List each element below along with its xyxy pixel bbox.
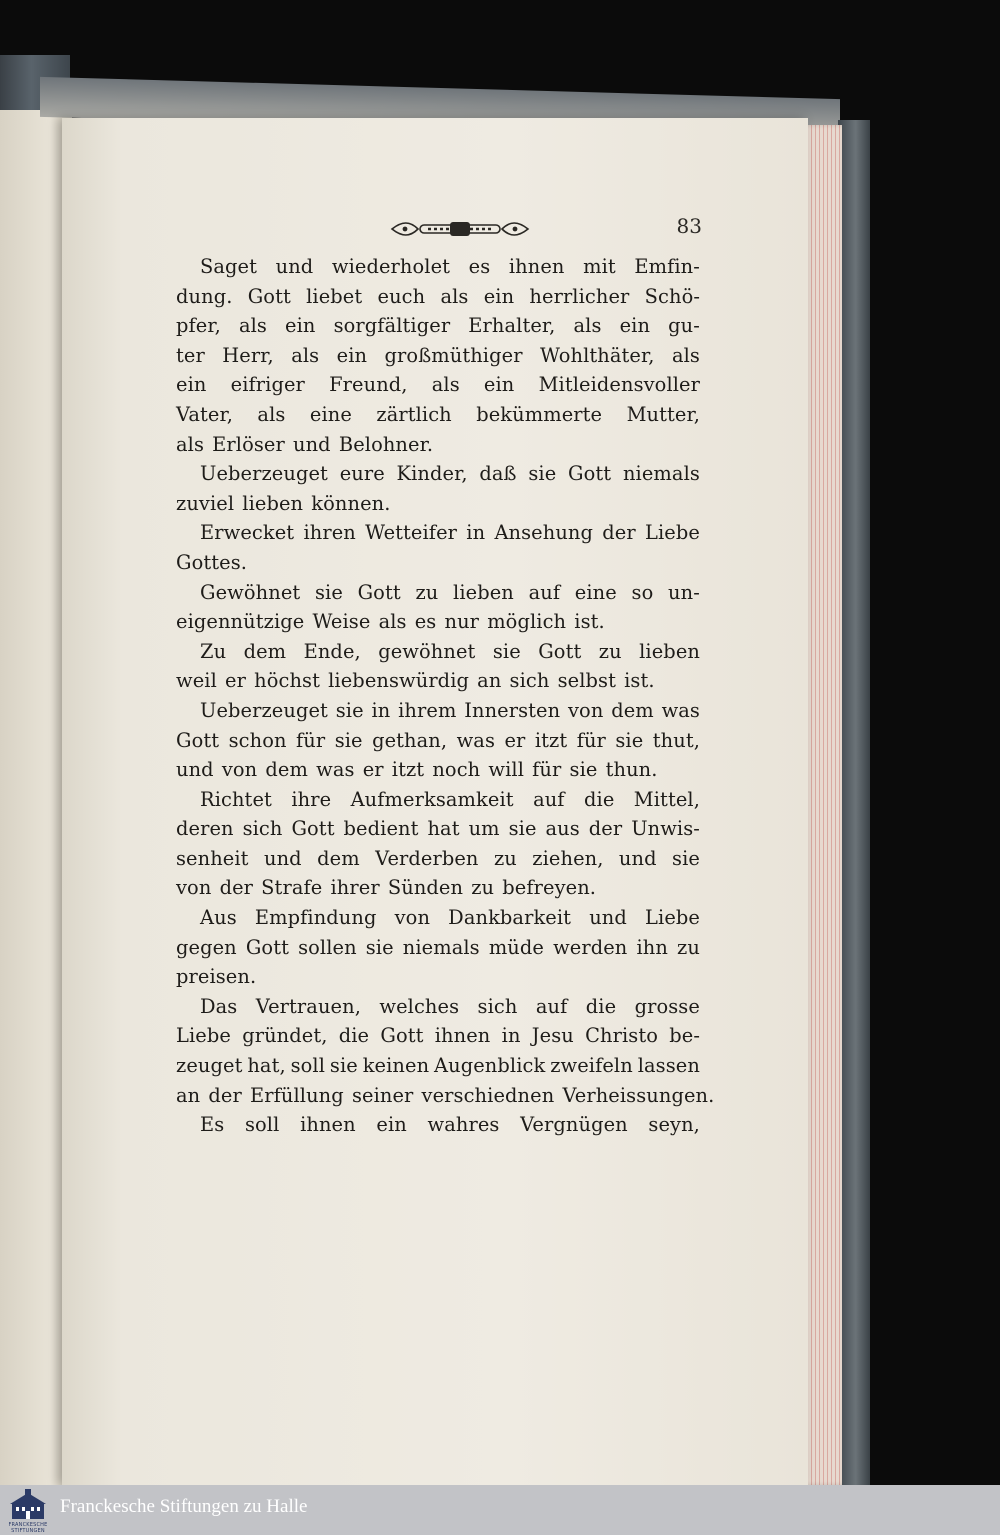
institution-name: Franckesche Stiftungen zu Halle: [60, 1496, 308, 1517]
text-line: Gottes.: [176, 550, 248, 574]
text-line: Es soll ihnen ein wahres Vergnügen seyn,: [200, 1113, 700, 1137]
text-line: Liebe gründet, die Gott ihnen in Jesu Christo be-: [176, 1024, 700, 1048]
text-line: Ueberzeuget sie in ihrem Innersten von dem was: [200, 698, 700, 722]
text-line: eigennützige Weise als es nur möglich ist.: [176, 610, 605, 634]
text-line: Erwecket ihren Wetteifer in Ansehung der Liebe: [200, 521, 700, 545]
text-line: als Erlöser und Belohner.: [176, 432, 434, 456]
text-line: zeuget hat, soll sie keinen Augenblick zweifeln lassen: [176, 1054, 700, 1078]
text-line: Gewöhnet sie Gott zu lieben auf eine so un-: [200, 580, 700, 604]
text-line: ter Herr, als ein großmüthiger Wohlthäter, als: [176, 343, 700, 367]
text-line: Aus Empfindung von Dankbarkeit und Liebe: [200, 906, 700, 930]
text-line: und von dem was er itzt noch will für sie thun.: [176, 758, 658, 782]
logo-caption-bottom: STIFTUNGEN: [11, 1528, 45, 1534]
text-line: dung. Gott liebet euch als ein herrlicher Schö-: [176, 284, 700, 308]
book-page: [62, 118, 808, 1485]
text-line: Zu dem Ende, gewöhnet sie Gott zu lieben: [200, 639, 700, 663]
logo-caption: [0, 1522, 56, 1534]
text-line: gegen Gott sollen sie niemals müde werden ihn zu: [176, 935, 700, 959]
text-line: an der Erfüllung seiner verschiednen Verheissungen.: [176, 1083, 715, 1107]
text-line: Das Vertrauen, welches sich auf die grosse: [200, 994, 700, 1018]
text-line: weil er höchst liebenswürdig an sich selbst ist.: [176, 669, 655, 693]
text-line: ein eifriger Freund, als ein Mitleidensvoller: [176, 373, 700, 397]
text-line: von der Strafe ihrer Sünden zu befreyen.: [176, 876, 597, 900]
text-line: Richtet ihre Aufmerksamkeit auf die Mittel,: [200, 787, 700, 811]
text-line: Vater, als eine zärtlich bekümmerte Mutter,: [176, 402, 700, 426]
text-line: senheit und dem Verderben zu ziehen, und sie: [176, 846, 700, 870]
footer-bar: [0, 1485, 1000, 1535]
book-cover-right: [838, 120, 870, 1485]
page-number: 83: [676, 214, 702, 238]
text-line: pfer, als ein sorgfältiger Erhalter, als ein gu-: [176, 314, 700, 338]
ornament-headpiece-icon: [388, 219, 532, 239]
logo-caption-top: FRANCKESCHE: [8, 1522, 48, 1528]
running-head: [330, 214, 702, 244]
text-line: zuviel lieben können.: [176, 491, 391, 515]
text-line: Ueberzeuget eure Kinder, daß sie Gott niemals: [200, 462, 700, 486]
text-line: deren sich Gott bedient hat um sie aus der Unwis-: [176, 817, 700, 841]
text-line: Gott schon für sie gethan, was er itzt für sie thut,: [176, 728, 700, 752]
page-body-text: [176, 252, 715, 1140]
text-line: preisen.: [176, 965, 257, 989]
text-line: Saget und wiederholet es ihnen mit Emfin-: [200, 255, 700, 278]
